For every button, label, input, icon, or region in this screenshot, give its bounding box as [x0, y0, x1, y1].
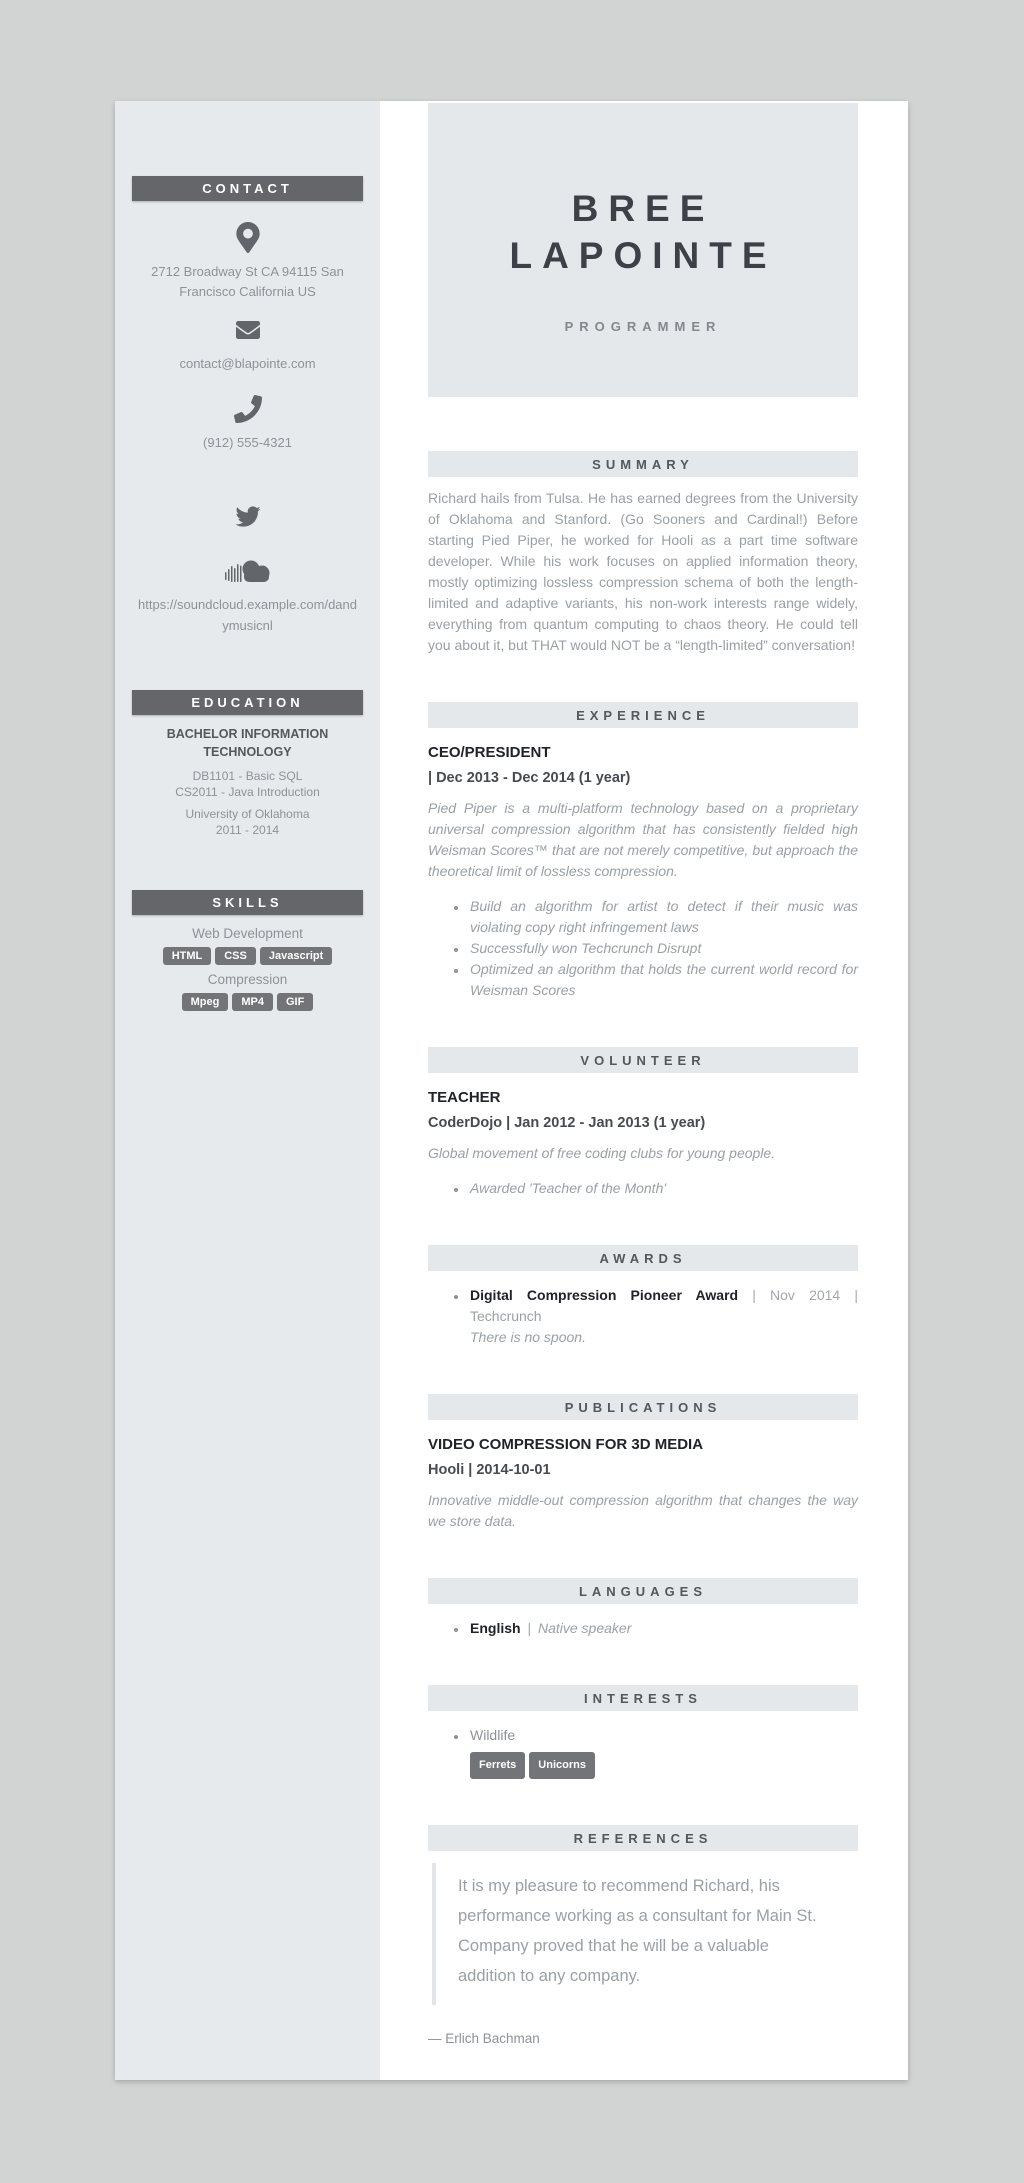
education-course: DB1101 - Basic SQL [192, 769, 303, 783]
references-section-title: REFERENCES [573, 1830, 713, 1846]
education-institution-block [115, 806, 380, 838]
references-section-header [428, 1825, 858, 1851]
experience-section-header [428, 702, 858, 728]
experience-highlight: • Build an algorithm for artist to detect if their music was violating copy right infringement laws [468, 896, 858, 938]
language-fluency: Native speaker [537, 1620, 632, 1636]
languages-section-title: LANGUAGES [578, 1583, 708, 1599]
publications-section-header [428, 1394, 858, 1420]
publications-section-title: PUBLICATIONS [564, 1399, 722, 1415]
interests-section-header [428, 1685, 858, 1711]
contact-section-header [132, 176, 363, 201]
language-item [468, 1618, 858, 1639]
volunteer-meta: CoderDojo | Jan 2012 - Jan 2013 (1 year) [428, 1115, 706, 1131]
interests-list [428, 1725, 858, 1779]
skill-tag: MP4 [232, 993, 273, 1011]
email-text[interactable] [115, 354, 380, 374]
resume-card [115, 101, 908, 2080]
sidebar [115, 101, 380, 2080]
education-institution: University of Oklahoma [185, 807, 310, 821]
references-section [428, 1825, 858, 2046]
volunteer-section [428, 1047, 858, 1199]
email-link[interactable]: contact@blapointe.com [179, 356, 316, 371]
experience-highlights [428, 896, 858, 1001]
award-summary: There is no spoon. [470, 1329, 586, 1345]
phone-icon [115, 395, 380, 423]
experience-highlight: • Optimized an algorithm that holds the current world record for Weisman Scores [468, 959, 858, 1001]
contact-section-title: CONTACT [202, 181, 293, 196]
skill-tag: Mpeg [182, 993, 229, 1011]
summary-section [428, 451, 858, 656]
address-text: 2712 Broadway St CA 94115 San Francisco California US [151, 264, 344, 299]
soundcloud-icon[interactable] [115, 557, 380, 583]
interest-tags [470, 1752, 858, 1779]
languages-section-header [428, 1578, 858, 1604]
skill-tag: Javascript [260, 947, 332, 965]
publication-description: Innovative middle-out compression algorithm that changes the way we store data. [428, 1492, 858, 1529]
interest-item [468, 1725, 858, 1779]
award-date: | Nov 2014 | [752, 1287, 859, 1303]
skill-tags [115, 993, 380, 1011]
experience-highlight: • Successfully won Techcrunch Disrupt [468, 938, 858, 959]
summary-text: Richard hails from Tulsa. He has earned degrees from the University of Oklahoma and Stanford. (Go Sooners and Cardinal!) Before starting Pied Piper, he worked for Hooli as a part time software developer. While his work focuses on applied information theory, mostly optimizing lossless compression schema of both the length-limited and adaptive variants, his non-work interests range widely, everything from quantum computing to chaos theory. He could tell you about it, but THAT would NOT be a “length-limited” conversation! [428, 490, 858, 653]
skill-tag: HTML [163, 947, 212, 965]
skill-tag: GIF [277, 993, 313, 1011]
hero-header [428, 103, 858, 397]
skill-group-name: Compression [207, 972, 288, 987]
soundcloud-link[interactable]: https://soundcloud.example.com/dandymusicnl [138, 597, 357, 633]
skill-tag: CSS [215, 947, 256, 965]
languages-section [428, 1578, 858, 1639]
languages-list [428, 1618, 858, 1639]
skills-section-title: SKILLS [212, 895, 283, 910]
volunteer-description: Global movement of free coding clubs for young people. [428, 1145, 776, 1161]
experience-description: Pied Piper is a multi-platform technology based on a proprietary universal compression algorithm that has consistently fielded high Weisman Scores™ that are not merely competitive, but approach the theoretical limit of lossless compression. [428, 800, 858, 879]
summary-section-header [428, 451, 858, 477]
summary-section-title: SUMMARY [592, 456, 694, 472]
experience-section-title: EXPERIENCE [576, 707, 710, 723]
education-section-title: EDUCATION [191, 695, 304, 710]
awards-section [428, 1245, 858, 1348]
publication-meta: Hooli | 2014-10-01 [428, 1462, 551, 1478]
education-course: CS2011 - Java Introduction [175, 785, 320, 799]
volunteer-section-title: VOLUNTEER [580, 1052, 706, 1068]
education-dates: 2011 - 2014 [215, 823, 280, 837]
location-pin-icon [115, 222, 380, 253]
awards-section-title: AWARDS [599, 1250, 687, 1266]
skill-tags [115, 947, 380, 965]
education-section-header [132, 690, 363, 715]
skills-section-header [132, 890, 363, 915]
award-awarder: Techcrunch [470, 1308, 542, 1324]
soundcloud-url-text[interactable] [137, 595, 359, 636]
volunteer-highlight: • Awarded 'Teacher of the Month' [468, 1178, 858, 1199]
twitter-icon[interactable] [115, 504, 380, 529]
awards-section-header [428, 1245, 858, 1271]
interest-name: Wildlife [470, 1727, 516, 1743]
publication-name: VIDEO COMPRESSION FOR 3D MEDIA [428, 1436, 704, 1453]
candidate-name: BREE LAPOINTE [509, 188, 777, 276]
reference-quote: It is my pleasure to recommend Richard, his performance working as a consultant for Main St. Company proved that he will be a valuable addition to any company. [432, 1863, 858, 2005]
candidate-role: PROGRAMMER [564, 319, 722, 334]
volunteer-section-header [428, 1047, 858, 1073]
email-icon [115, 318, 380, 342]
main-column [428, 101, 858, 2080]
interests-section [428, 1685, 858, 1779]
education-courses [115, 768, 380, 800]
experience-section [428, 702, 858, 1001]
skill-group-name: Web Development [192, 926, 303, 941]
interest-tag: Ferrets [470, 1752, 525, 1779]
interest-tag: Unicorns [529, 1752, 595, 1779]
phone-text: (912) 555-4321 [203, 434, 292, 450]
language-separator: | [527, 1620, 532, 1636]
award-item [468, 1285, 858, 1348]
volunteer-position: TEACHER [428, 1089, 501, 1106]
award-name: Digital Compression Pioneer Award [470, 1287, 739, 1303]
experience-position: CEO/PRESIDENT [428, 744, 551, 761]
interests-section-title: INTERESTS [584, 1690, 702, 1706]
volunteer-highlights [428, 1178, 858, 1199]
education-degree: BACHELOR INFORMATION TECHNOLOGY [166, 727, 329, 759]
experience-dates: | Dec 2013 - Dec 2014 (1 year) [428, 770, 631, 786]
language-name: English [470, 1620, 521, 1636]
awards-list [428, 1285, 858, 1348]
reference-attribution: — Erlich Bachman [428, 2031, 540, 2046]
publications-section [428, 1394, 858, 1532]
